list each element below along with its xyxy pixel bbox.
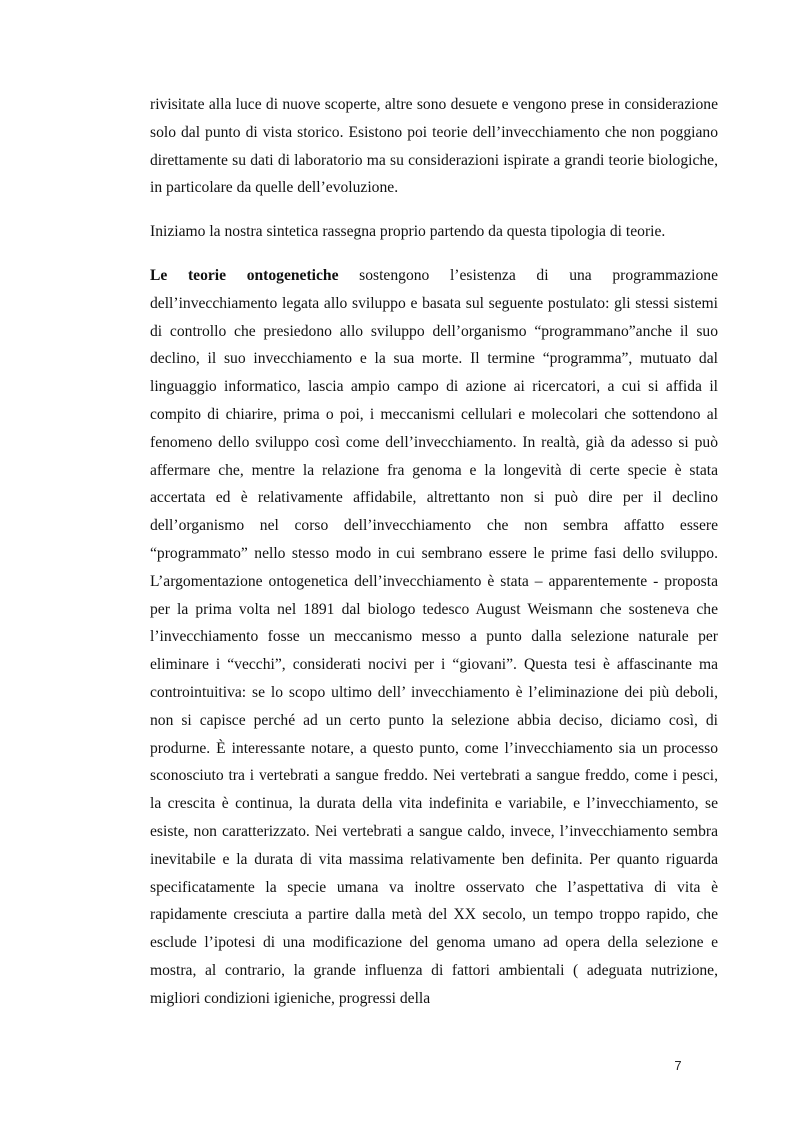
paragraph-1-text: rivisitate alla luce di nuove scoperte, altre sono desuete e vengono prese in considerazione solo dal punto di vista storico. Esistono poi teorie dell’invecchiamento che non poggiano direttamente su dati di laboratorio ma su considerazioni ispirate a grandi teorie biologiche, in particolare da quelle dell’evoluzione. — [150, 96, 718, 197]
body-text — [150, 91, 718, 1013]
paragraph-3 — [150, 262, 718, 1013]
page-number: 7 — [674, 1058, 682, 1073]
paragraph-3-lead: Le teorie ontogenetiche — [150, 266, 339, 284]
paragraph-1 — [150, 91, 718, 202]
paragraph-2 — [150, 218, 718, 246]
paragraph-2-text: Iniziamo la nostra sintetica rassegna proprio partendo da questa tipologia di teorie. — [150, 223, 666, 241]
paragraph-3-text: sostengono l’esistenza di una programmazione dell’invecchiamento legata allo sviluppo e basata sul seguente postulato: gli stessi sistemi di controllo che presiedono allo sviluppo dell’organismo “programmano”anche il suo declino, il suo invecchiamento e la sua morte. Il termine “programma”, mutuato dal linguaggio informatico, lascia ampio campo di azione ai ricercatori, a cui si affida il compito di chiarire, prima o poi, i meccanismi cellulari e molecolari che sottendono al fenomeno dello sviluppo così come dell’invecchiamento. In realtà, già da adesso si può affermare che, mentre la relazione fra genoma e la longevità di certe specie è stata accertata ed è relativamente affidabile, altrettanto non si può dire per il declino dell’organismo nel corso dell’invecchiamento che non sembra affatto essere “programmato” nello stesso modo in cui sembrano essere le prime fasi dello sviluppo. L’argomentazione ontogenetica dell’invecchiamento è stata – apparentemente - proposta per la prima volta nel 1891 dal biologo tedesco August Weismann che sosteneva che l’invecchiamento fosse un meccanismo messo a punto dalla selezione naturale per eliminare i “vecchi”, considerati nocivi per i “giovani”. Questa tesi è affascinante ma controintuitiva: se lo scopo ultimo dell’ invecchiamento è l’eliminazione dei più deboli, non si capisce perché ad un certo punto la selezione abbia deciso, diciamo così, di produrne. È interessante notare, a questo punto, come l’invecchiamento sia un processo sconosciuto tra i vertebrati a sangue freddo. Nei vertebrati a sangue freddo, come i pesci, la crescita è continua, la durata della vita indefinita e variabile, e l’invecchiamento, se esiste, non caratterizzato. Nei vertebrati a sangue caldo, invece, l’invecchiamento sembra inevitabile e la durata di vita massima relativamente ben definita. Per quanto riguarda specificatamente la specie umana va inoltre osservato che l’aspettativa di vita è rapidamente cresciuta a partire dalla metà del XX secolo, un tempo troppo rapido, che esclude l’ipotesi di una modificazione del genoma umano ad opera della selezione e mostra, al contrario, la grande influenza di fattori ambientali ( adeguata nutrizione, migliori condizioni igieniche, progressi della — [150, 266, 718, 1007]
